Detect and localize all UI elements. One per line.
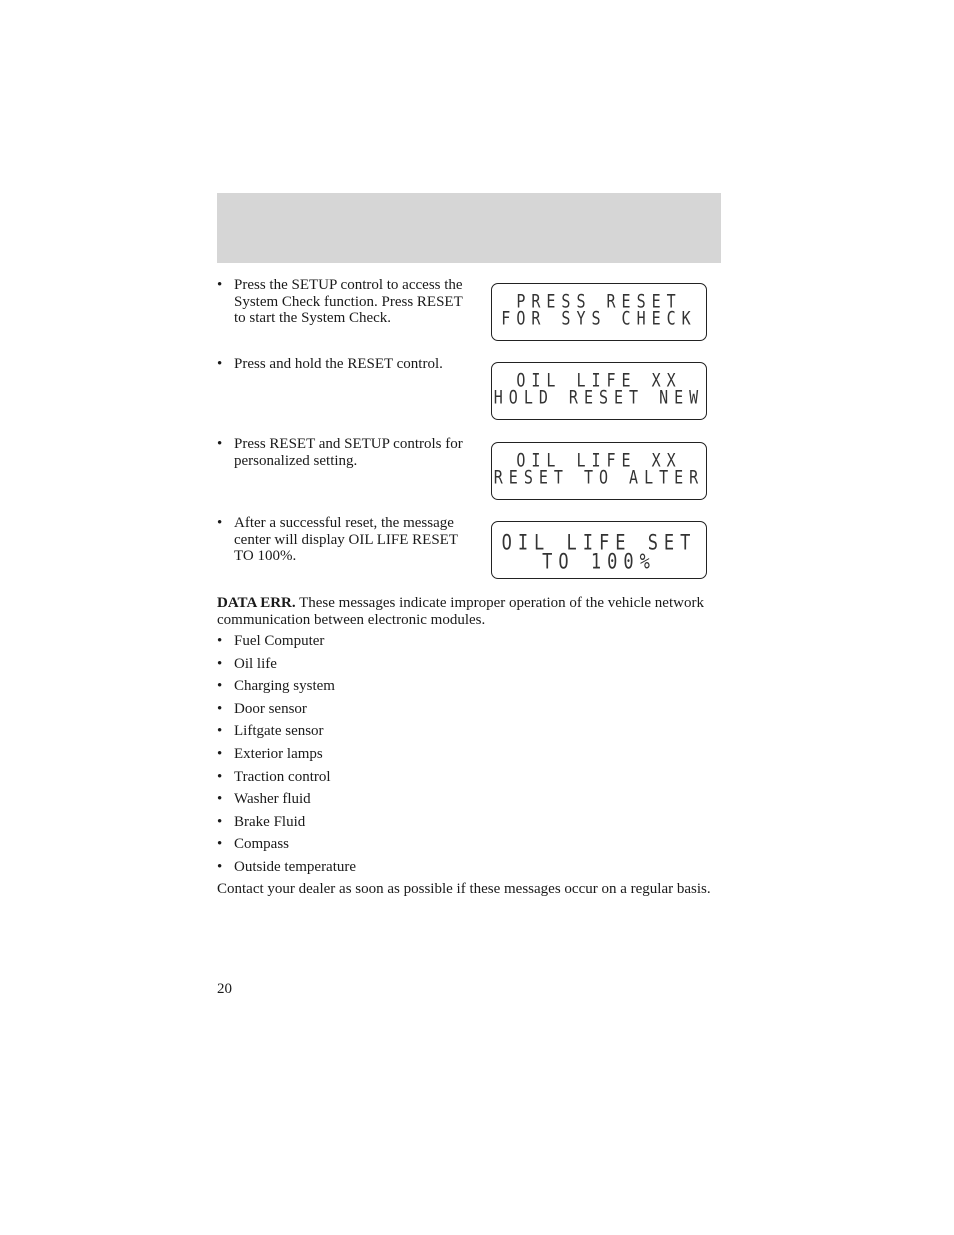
list-item	[217, 678, 617, 701]
list-item	[217, 723, 617, 746]
list-item	[217, 656, 617, 679]
lcd-display-2	[491, 362, 707, 420]
bullet: •	[217, 356, 223, 372]
closing-paragraph: Contact your dealer as soon as possible if these messages occur on a regular basis.	[217, 881, 711, 897]
list-item	[217, 769, 617, 792]
data-err-text: These messages indicate improper operation of the vehicle network communication between electronic modules.	[217, 595, 704, 628]
lcd-line-1: OIL LIFE SET	[501, 530, 697, 556]
list-item-text: Exterior lamps	[234, 745, 323, 762]
list-item	[217, 836, 617, 859]
bullet: •	[217, 700, 223, 717]
bullet: •	[217, 745, 223, 762]
step-text: Press RESET and SETUP controls for personalized setting.	[234, 436, 463, 469]
lcd-line-1: OIL LIFE XX	[516, 368, 682, 392]
bullet: •	[217, 515, 223, 531]
lcd-line-2: HOLD RESET NEW	[493, 385, 705, 409]
bullet: •	[217, 633, 223, 649]
list-item-text: Washer fluid	[234, 791, 311, 808]
list-item	[217, 814, 617, 837]
list-item-text: Charging system	[234, 678, 335, 695]
list-item-text: Liftgate sensor	[234, 723, 324, 740]
list-item-text: Brake Fluid	[234, 813, 306, 830]
lcd-line-2: TO 100%	[542, 549, 656, 575]
list-item-text: Door sensor	[234, 700, 307, 717]
data-err-paragraph	[217, 595, 722, 628]
list-item-text: Traction control	[234, 768, 331, 785]
list-item	[217, 746, 617, 769]
list-item	[217, 701, 617, 724]
lcd-display-4	[491, 521, 707, 579]
bullet: •	[217, 836, 223, 853]
data-err-label: DATA ERR.	[217, 595, 296, 611]
module-list	[217, 633, 617, 882]
lcd-display-3	[491, 442, 707, 500]
list-item	[217, 859, 617, 882]
page-number: 20	[217, 981, 232, 997]
lcd-display-1	[491, 283, 707, 341]
bullet: •	[217, 858, 223, 875]
list-item	[217, 633, 617, 656]
bullet: •	[217, 655, 223, 672]
lcd-line-2: RESET TO ALTER	[493, 465, 705, 489]
lcd-line-1: PRESS RESET	[516, 289, 682, 313]
step-text: Press and hold the RESET control.	[234, 356, 443, 372]
list-item	[217, 791, 617, 814]
bullet: •	[217, 723, 223, 740]
list-item-text: Compass	[234, 836, 290, 853]
step-3-instruction	[217, 436, 467, 469]
step-text: Press the SETUP control to access the System Check function. Press RESET to start the System Check.	[234, 277, 463, 326]
list-item-text: Outside temperature	[234, 858, 357, 875]
bullet: •	[217, 277, 223, 293]
bullet: •	[217, 813, 223, 830]
step-2-instruction	[217, 356, 467, 373]
bullet: •	[217, 436, 223, 452]
list-item-text: Oil life	[234, 655, 277, 672]
lcd-line-1: OIL LIFE XX	[516, 448, 682, 472]
bullet: •	[217, 678, 223, 695]
list-item-text: Fuel Computer	[234, 633, 325, 649]
header-band	[217, 193, 721, 263]
bullet: •	[217, 791, 223, 808]
lcd-line-2: FOR SYS CHECK	[501, 306, 697, 330]
step-4-instruction	[217, 515, 467, 565]
step-text: After a successful reset, the message center will display OIL LIFE RESET TO 100%.	[234, 515, 458, 564]
bullet: •	[217, 768, 223, 785]
step-1-instruction	[217, 277, 467, 327]
